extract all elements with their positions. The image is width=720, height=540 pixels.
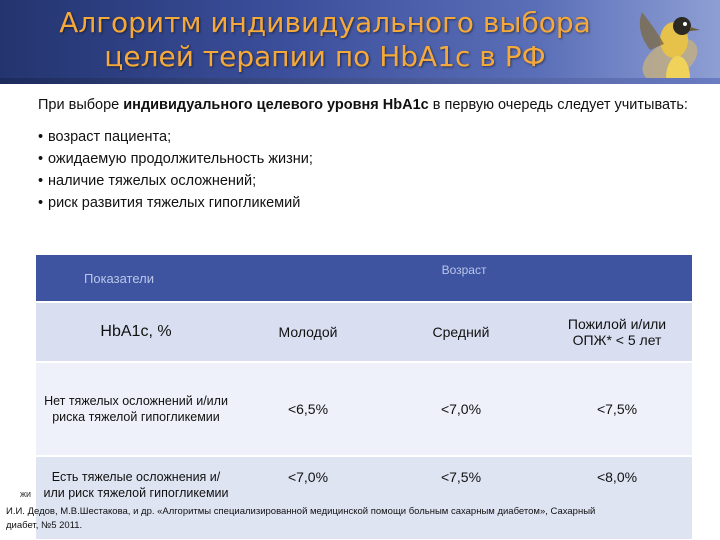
intro-bold: индивидуального целевого уровня HbA1c	[123, 97, 429, 113]
row-label: Нет тяжелых осложнений и/или риска тяжелой гипогликемии	[36, 362, 236, 456]
row-value: <8,0%	[542, 456, 692, 539]
bird-illustration	[630, 0, 712, 84]
criteria-list	[38, 126, 688, 214]
row-value: <7,0%	[236, 456, 380, 539]
criteria-item: • наличие тяжелых осложнений;	[38, 170, 688, 192]
criteria-item: • риск развития тяжелых гипогликемий	[38, 192, 688, 214]
subheader-middle: Средний	[380, 302, 542, 362]
criteria-item: • ожидаемую продолжительность жизни;	[38, 148, 688, 170]
table-subheader-row	[36, 302, 692, 362]
header-age: Возраст	[236, 255, 692, 302]
row-label: Есть тяжелые осложнения и/или риск тяжелой гипогликемии	[36, 456, 236, 539]
table-header-row	[36, 255, 692, 302]
stray-text: жи	[20, 489, 32, 499]
subheader-hba1c: HbA1c, %	[36, 302, 236, 362]
slide-title: Алгоритм индивидуального выбора целей терапии по HbA1c в РФ	[59, 6, 591, 73]
targets-table	[36, 255, 692, 539]
row-value: <7,5%	[542, 362, 692, 456]
footnote: И.И. Дедов, М.В.Шестакова, и др. «Алгоритмы специализированной медицинской помощи больным сахарным диабетом», Сахарный диабет, №5 2011.	[6, 506, 596, 531]
intro-sentence	[38, 94, 688, 116]
row-value: <7,5%	[380, 456, 542, 539]
criteria-item: • возраст пациента;	[38, 126, 688, 148]
subheader-young: Молодой	[236, 302, 380, 362]
intro-prefix: При выборе	[38, 97, 124, 113]
intro-block	[38, 94, 688, 214]
intro-suffix: в первую очередь следует учитывать:	[428, 97, 688, 113]
table-row	[36, 362, 692, 456]
header-indicators: Показатели	[36, 255, 236, 302]
row-value: <6,5%	[236, 362, 380, 456]
title-banner	[0, 0, 720, 84]
row-value: <7,0%	[380, 362, 542, 456]
subheader-elderly: Пожилой и/или ОПЖ* < 5 лет	[542, 302, 692, 362]
